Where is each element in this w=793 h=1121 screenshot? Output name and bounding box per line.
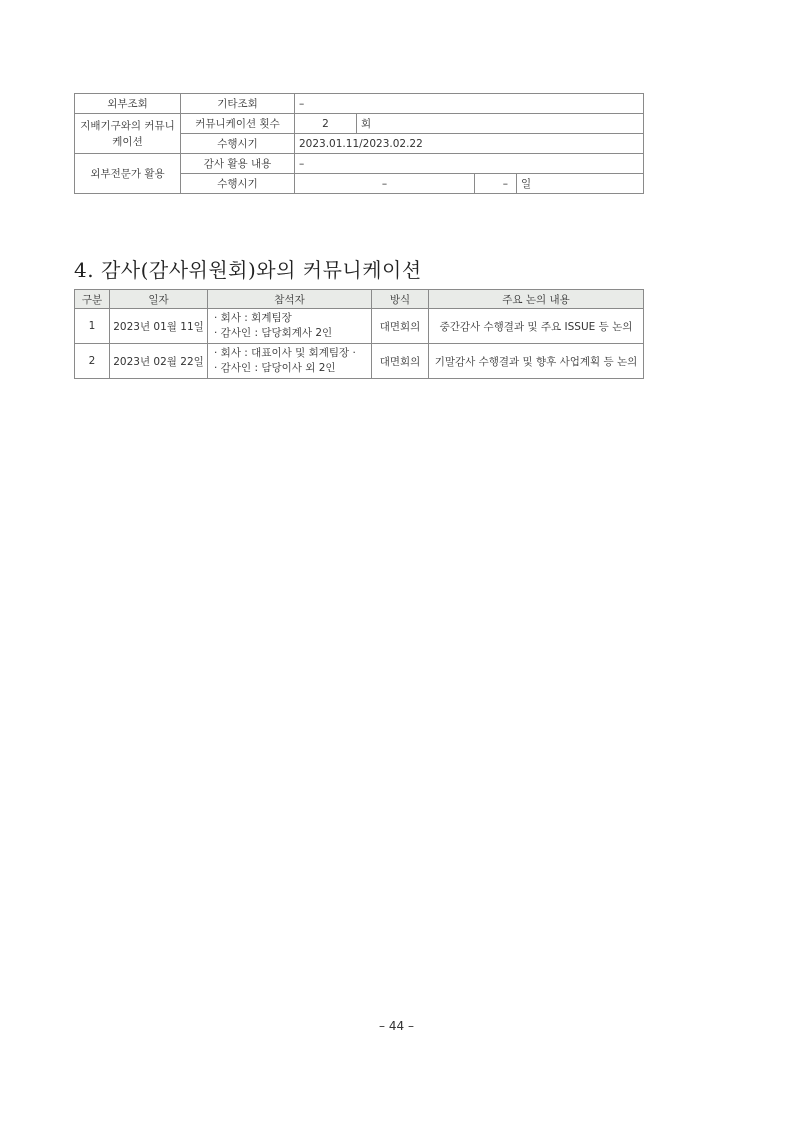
other-inquiry-value: –	[295, 94, 644, 114]
table-header-row	[75, 290, 644, 309]
expert-period-value: –	[295, 174, 475, 194]
page-number: – 44 –	[379, 1019, 414, 1033]
communication-period-value: 2023.01.11/2023.02.22	[295, 134, 644, 154]
cell-method: 대면회의	[372, 344, 429, 379]
cell-attendees	[208, 344, 372, 379]
expert-usage-value: –	[295, 154, 644, 174]
cell-discussion: 기말감사 수행결과 및 향후 사업계획 등 논의	[429, 344, 644, 379]
communication-count-value: 2	[295, 114, 357, 134]
audit-committee-communication-table	[74, 289, 644, 379]
communication-count-unit: 회	[357, 114, 644, 134]
section-title: 4. 감사(감사위원회)와의 커뮤니케이션	[74, 258, 422, 282]
attendee-company: · 회사 : 대표이사 및 회계팀장 ·	[214, 347, 356, 359]
column-header-date: 일자	[110, 290, 208, 309]
attendee-auditor: · 감사인 : 담당이사 외 2인	[214, 362, 336, 374]
row-sublabel-communication-count: 커뮤니케이션 횟수	[181, 114, 295, 134]
cell-method: 대면회의	[372, 309, 429, 344]
attendee-company: · 회사 : 회계팀장	[214, 312, 292, 324]
row-sublabel-expert-period: 수행시기	[181, 174, 295, 194]
cell-no: 1	[75, 309, 110, 344]
expert-days-value: –	[475, 174, 517, 194]
column-header-discussion: 주요 논의 내용	[429, 290, 644, 309]
table-row	[75, 309, 644, 344]
column-header-no: 구분	[75, 290, 110, 309]
column-header-method: 방식	[372, 290, 429, 309]
cell-date: 2023년 02월 22일	[110, 344, 208, 379]
row-label-governance-communication: 지배기구와의 커뮤니케이션	[75, 114, 181, 154]
row-sublabel-period: 수행시기	[181, 134, 295, 154]
column-header-attendees: 참석자	[208, 290, 372, 309]
table-row	[75, 154, 644, 174]
expert-days-unit: 일	[517, 174, 644, 194]
row-label-external-expert: 외부전문가 활용	[75, 154, 181, 194]
table-row	[75, 344, 644, 379]
audit-procedures-table	[74, 93, 644, 194]
table-row	[75, 114, 644, 134]
cell-discussion: 중간감사 수행결과 및 주요 ISSUE 등 논의	[429, 309, 644, 344]
row-label-external-inquiry: 외부조회	[75, 94, 181, 114]
row-sublabel-expert-usage: 감사 활용 내용	[181, 154, 295, 174]
cell-no: 2	[75, 344, 110, 379]
cell-attendees	[208, 309, 372, 344]
attendee-auditor: · 감사인 : 담당회계사 2인	[214, 327, 333, 339]
table-row	[75, 94, 644, 114]
cell-date: 2023년 01월 11일	[110, 309, 208, 344]
row-sublabel-other-inquiry: 기타조회	[181, 94, 295, 114]
